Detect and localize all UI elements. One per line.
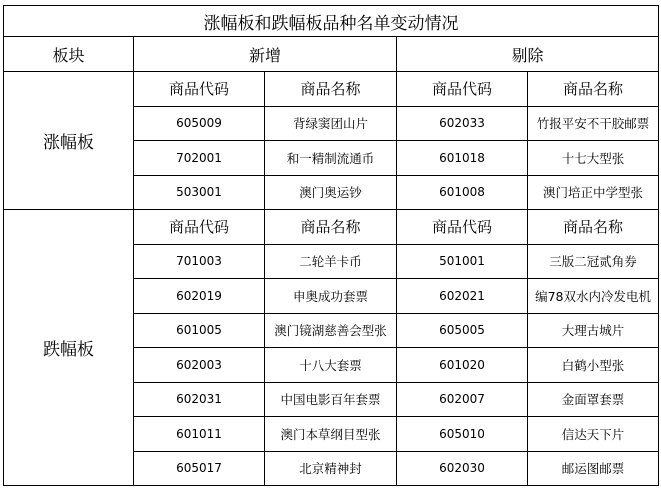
new-code-cell: 601011 (134, 417, 265, 452)
del-code-cell: 501001 (397, 244, 528, 279)
del-code-cell: 601018 (397, 141, 528, 176)
del-code-header: 商品代码 (397, 72, 528, 107)
board-header: 板块 (4, 37, 134, 72)
new-name-header: 商品名称 (265, 72, 397, 107)
new-code-cell: 701003 (134, 244, 265, 279)
del-name-cell: 邮运图邮票 (528, 451, 659, 486)
del-name-cell: 三版二冠贰角券 (528, 244, 659, 279)
del-name-cell: 编78双水内冷发电机 (528, 279, 659, 314)
del-code-cell: 605010 (397, 417, 528, 452)
new-name-header: 商品名称 (265, 210, 397, 245)
new-name-cell: 和一精制流通币 (265, 141, 397, 176)
del-code-cell: 605005 (397, 313, 528, 348)
new-code-cell: 605017 (134, 451, 265, 486)
new-name-cell: 澳门奥运钞 (265, 175, 397, 210)
del-name-cell: 大理古城片 (528, 313, 659, 348)
new-code-header: 商品代码 (134, 72, 265, 107)
new-name-cell: 北京精神封 (265, 451, 397, 486)
table-title: 涨幅板和跌幅板品种名单变动情况 (4, 6, 659, 37)
title-row (4, 6, 659, 37)
new-name-cell: 背绿窦团山片 (265, 106, 397, 141)
new-name-cell: 澳门镜湖慈善会型张 (265, 313, 397, 348)
group-header-row (4, 37, 659, 72)
new-name-cell: 澳门本草纲目型张 (265, 417, 397, 452)
new-name-cell: 申奥成功套票 (265, 279, 397, 314)
new-code-cell: 605009 (134, 106, 265, 141)
new-name-cell: 中国电影百年套票 (265, 382, 397, 417)
del-code-cell: 602033 (397, 106, 528, 141)
change-list-table (3, 5, 659, 486)
new-code-cell: 503001 (134, 175, 265, 210)
removed-header: 剔除 (397, 37, 659, 72)
new-code-header: 商品代码 (134, 210, 265, 245)
new-name-cell: 二轮羊卡币 (265, 244, 397, 279)
del-name-header: 商品名称 (528, 72, 659, 107)
section-label: 跌幅板 (4, 210, 134, 486)
del-code-cell: 602030 (397, 451, 528, 486)
new-code-cell: 602031 (134, 382, 265, 417)
del-code-cell: 602007 (397, 382, 528, 417)
section-label: 涨幅板 (4, 72, 134, 210)
del-code-cell: 601020 (397, 348, 528, 383)
section-subheader-row (4, 210, 659, 245)
del-name-cell: 澳门培正中学型张 (528, 175, 659, 210)
del-code-cell: 602021 (397, 279, 528, 314)
del-code-cell: 601008 (397, 175, 528, 210)
del-name-cell: 金面罩套票 (528, 382, 659, 417)
del-name-cell: 信达天下片 (528, 417, 659, 452)
del-name-header: 商品名称 (528, 210, 659, 245)
section-subheader-row (4, 72, 659, 107)
del-name-cell: 白鹤小型张 (528, 348, 659, 383)
added-header: 新增 (134, 37, 397, 72)
del-name-cell: 竹报平安不干胶邮票 (528, 106, 659, 141)
del-code-header: 商品代码 (397, 210, 528, 245)
new-code-cell: 702001 (134, 141, 265, 176)
new-code-cell: 601005 (134, 313, 265, 348)
del-name-cell: 十七大型张 (528, 141, 659, 176)
new-code-cell: 602003 (134, 348, 265, 383)
new-code-cell: 602019 (134, 279, 265, 314)
new-name-cell: 十八大套票 (265, 348, 397, 383)
